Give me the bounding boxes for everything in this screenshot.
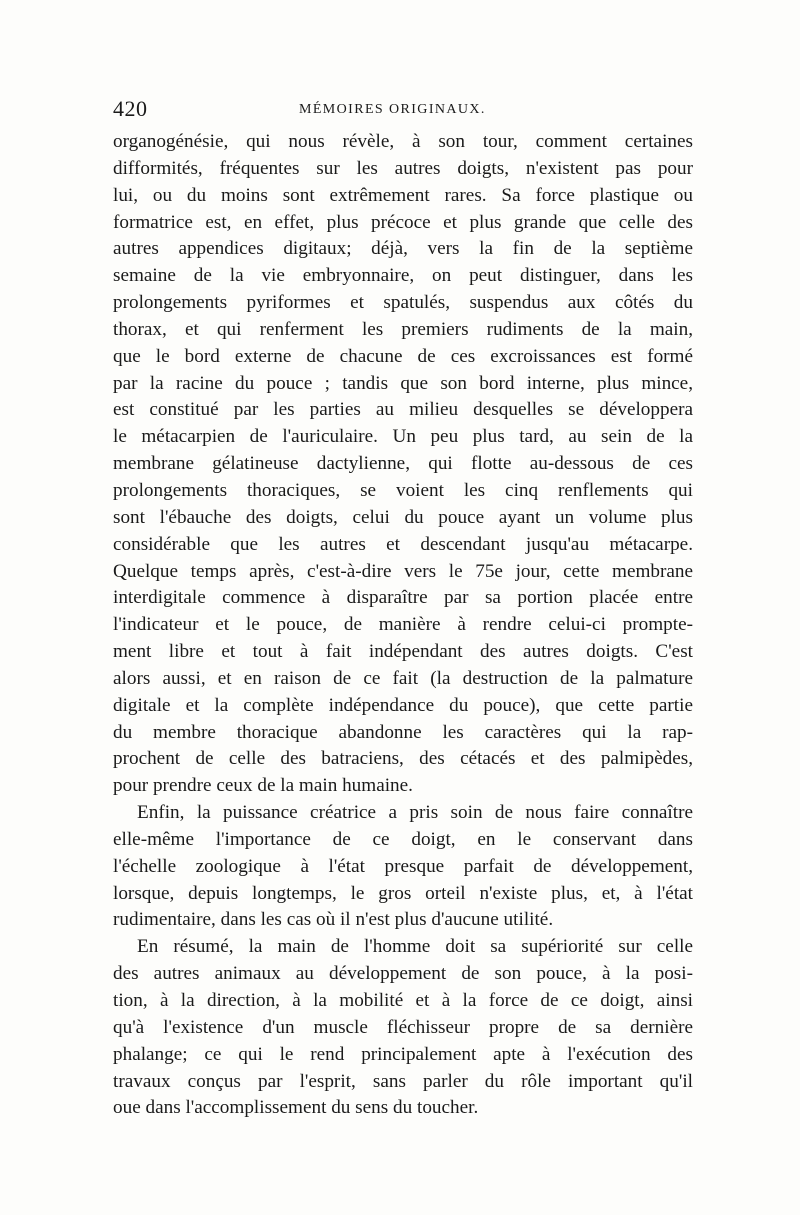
text-line: digitale et la complète indépendance du pouce), que cette partie	[113, 694, 693, 716]
text-line: l'échelle zoologique à l'état presque parfait de développement,	[113, 855, 693, 877]
text-line: semaine de la vie embryonnaire, on peut distinguer, dans les	[113, 265, 693, 287]
text-line: organogénésie, qui nous révèle, à son tour, comment certaines	[113, 131, 693, 152]
text-line: oue dans l'accomplissement du sens du toucher.	[113, 1097, 479, 1119]
text-line: du membre thoracique abandonne les caractères qui la rap-	[113, 721, 693, 743]
text-line: considérable que les autres et descendant jusqu'au métacarpe.	[113, 533, 693, 555]
text-line: formatrice est, en effet, plus précoce et plus grande que celle des	[113, 211, 693, 233]
text-line: thorax, et qui renferment les premiers rudiments de la main,	[113, 318, 693, 340]
text-line: autres appendices digitaux; déjà, vers la fin de la septième	[113, 238, 693, 260]
text-line: membrane gélatineuse dactylienne, qui flotte au-dessous de ces	[113, 453, 693, 475]
text-line: prolongements pyriformes et spatulés, suspendus aux côtés du	[113, 292, 693, 314]
page-header	[113, 96, 693, 124]
text-line: En résumé, la main de l'homme doit sa supériorité sur celle	[137, 936, 693, 958]
text-line: prolongements thoraciques, se voient les cinq renflements qui	[113, 479, 693, 501]
text-line: que le bord externe de chacune de ces excroissances est formé	[113, 345, 693, 367]
text-line: pour prendre ceux de la main humaine.	[113, 775, 413, 797]
text-line: tion, à la direction, à la mobilité et à la force de ce doigt, ainsi	[113, 990, 693, 1011]
body-text	[113, 129, 693, 1122]
text-line: le métacarpien de l'auriculaire. Un peu plus tard, au sein de la	[113, 426, 693, 448]
text-line: travaux conçus par l'esprit, sans parler du rôle important qu'il	[113, 1070, 693, 1092]
paragraph	[113, 934, 693, 1122]
text-line: qu'à l'existence d'un muscle fléchisseur propre de sa dernière	[113, 1016, 693, 1038]
text-line: phalange; ce qui le rend principalement apte à l'exécution des	[113, 1043, 693, 1065]
text-line: sont l'ébauche des doigts, celui du pouce ayant un volume plus	[113, 506, 693, 528]
text-line: l'indicateur et le pouce, de manière à rendre celui-ci prompte-	[113, 614, 693, 636]
text-line: lorsque, depuis longtemps, le gros orteil n'existe plus, et, à l'état	[113, 882, 693, 904]
text-line: rudimentaire, dans les cas où il n'est plus d'aucune utilité.	[113, 909, 554, 931]
text-line: ment libre et tout à fait indépendant des autres doigts. C'est	[113, 641, 693, 663]
page-number: 420	[113, 96, 148, 121]
text-line: difformités, fréquentes sur les autres doigts, n'existent pas pour	[113, 157, 693, 179]
paragraph	[113, 129, 693, 800]
text-line: elle-même l'importance de ce doigt, en le conservant dans	[113, 828, 693, 850]
text-line: est constitué par les parties au milieu desquelles se développera	[113, 399, 693, 421]
text-line: prochent de celle des batraciens, des cétacés et des palmipèdes,	[113, 748, 693, 770]
text-line: par la racine du pouce ; tandis que son bord interne, plus mince,	[113, 372, 693, 394]
running-title: MÉMOIRES ORIGINAUX.	[299, 102, 486, 117]
text-line: Enfin, la puissance créatrice a pris soin de nous faire connaître	[137, 802, 693, 824]
text-line: interdigitale commence à disparaître par sa portion placée entre	[113, 587, 693, 609]
text-line: Quelque temps après, c'est-à-dire vers le 75e jour, cette membrane	[113, 560, 693, 582]
paragraph	[113, 800, 693, 934]
text-line: des autres animaux au développement de son pouce, à la posi-	[113, 963, 693, 985]
text-line: lui, ou du moins sont extrêmement rares. Sa force plastique ou	[113, 184, 693, 206]
text-line: alors aussi, et en raison de ce fait (la destruction de la palmature	[113, 667, 693, 689]
